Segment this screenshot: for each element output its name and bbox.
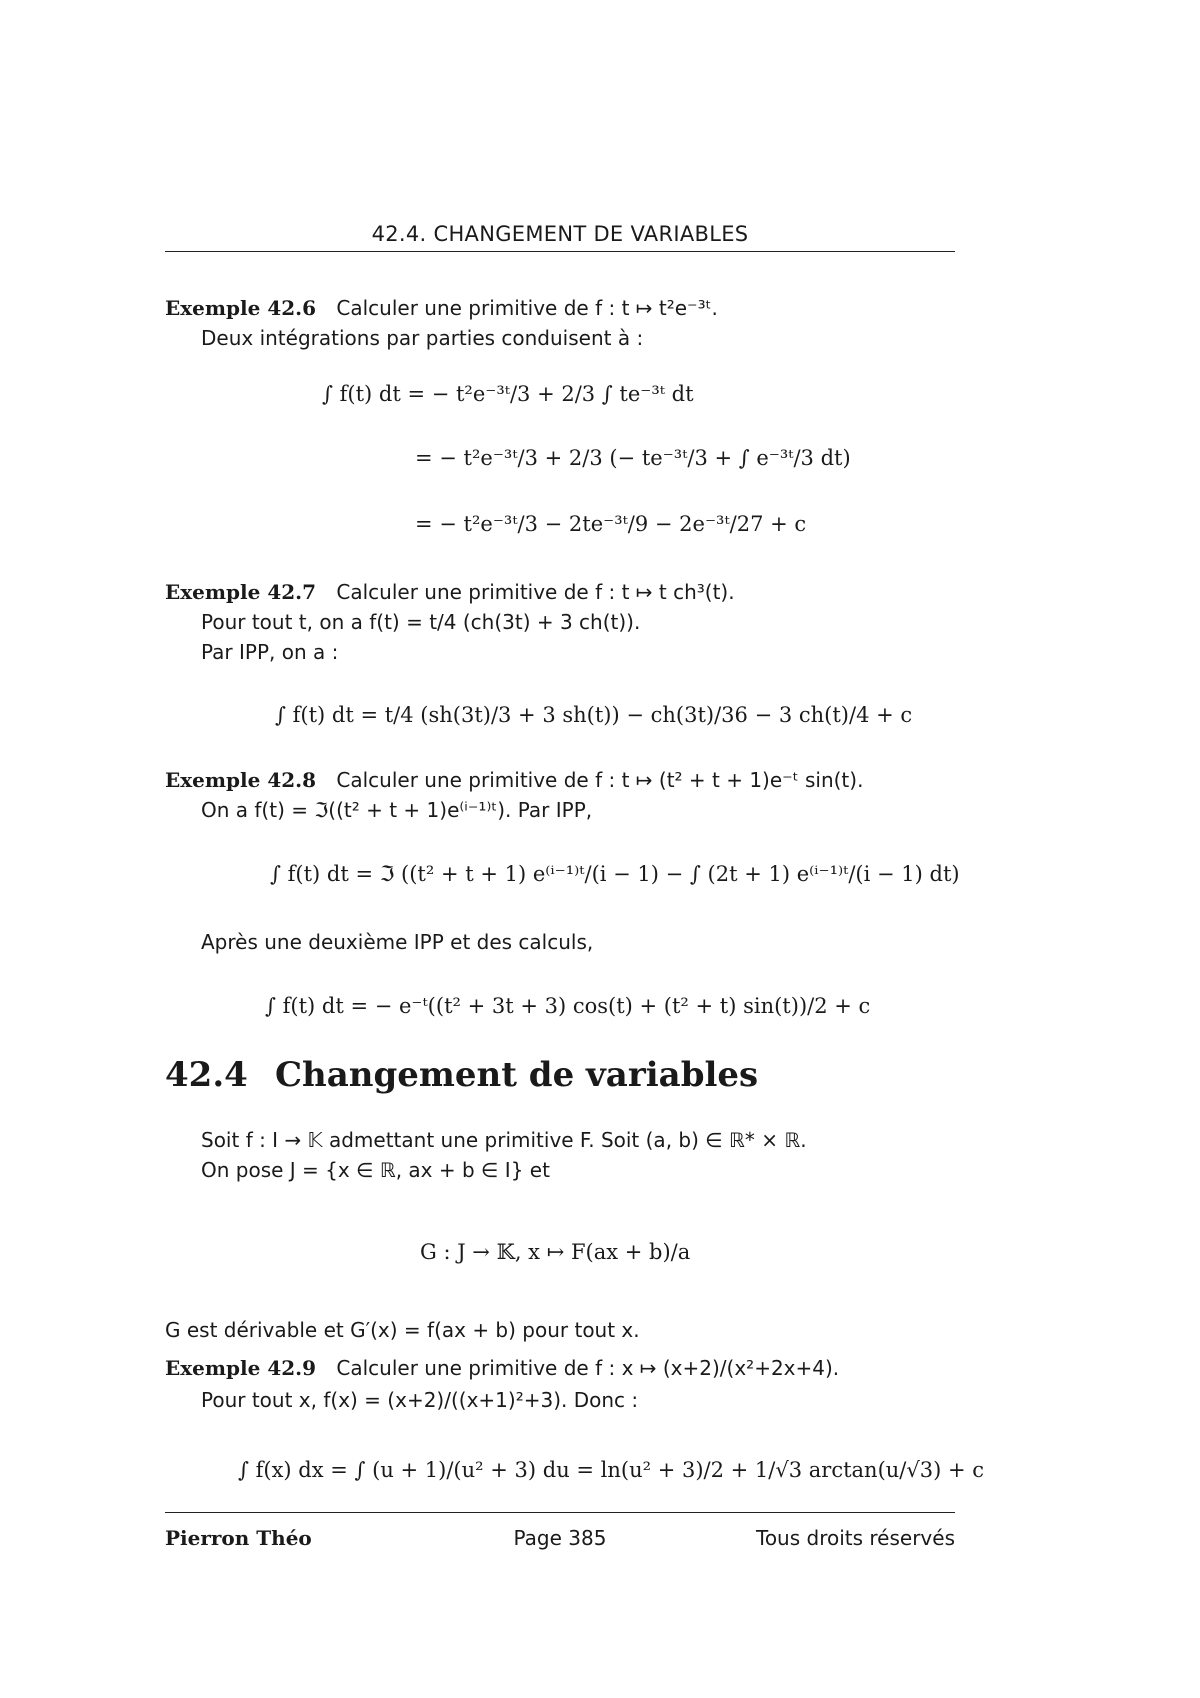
equation-line: ∫ f(t) dt = − e⁻ᵗ((t² + 3t + 3) cos(t) + (t² + t) sin(t))/2 + c xyxy=(265,994,871,1018)
header-rule xyxy=(165,251,955,252)
example-label: Exemple 42.9 xyxy=(165,1356,317,1380)
equation-line: G : J → 𝕂, x ↦ F(ax + b)/a xyxy=(420,1240,691,1264)
example-label: Exemple 42.8 xyxy=(165,768,317,792)
section-title: Changement de variables xyxy=(275,1055,759,1095)
paragraph: Pour tout x, f(x) = (x+2)/((x+1)²+3). Donc : xyxy=(201,1388,639,1412)
footer-author: Pierron Théo xyxy=(165,1526,312,1550)
example-label: Exemple 42.7 xyxy=(165,580,317,604)
section-number: 42.4 xyxy=(165,1055,248,1095)
equation-line: = − t²e⁻³ᵗ/3 + 2/3 (− te⁻³ᵗ/3 + ∫ e⁻³ᵗ/3 dt) xyxy=(415,446,851,470)
footer-rights: Tous droits réservés xyxy=(756,1526,955,1550)
paragraph: Par IPP, on a : xyxy=(201,640,339,664)
paragraph: On pose J = {x ∈ ℝ, ax + b ∈ I} et xyxy=(201,1158,550,1182)
paragraph: Après une deuxième IPP et des calculs, xyxy=(201,930,594,954)
paragraph: Soit f : I → 𝕂 admettant une primitive F. Soit (a, b) ∈ ℝ* × ℝ. xyxy=(201,1128,807,1152)
paragraph: On a f(t) = ℑ((t² + t + 1)e⁽ⁱ⁻¹⁾ᵗ). Par IPP, xyxy=(201,798,593,822)
footer-page-number: Page 385 xyxy=(513,1526,607,1550)
paragraph: Deux intégrations par parties conduisent à : xyxy=(201,326,644,350)
example-42-7 xyxy=(165,580,735,604)
example-42-6 xyxy=(165,296,718,320)
equation-line: ∫ f(t) dt = ℑ ((t² + t + 1) e⁽ⁱ⁻¹⁾ᵗ/(i − 1) − ∫ (2t + 1) e⁽ⁱ⁻¹⁾ᵗ/(i − 1) dt) xyxy=(270,862,960,886)
equation-line: ∫ f(x) dx = ∫ (u + 1)/(u² + 3) du = ln(u² + 3)/2 + 1/√3 arctan(u/√3) + c xyxy=(238,1458,985,1482)
example-statement: Calculer une primitive de f : t ↦ (t² + t + 1)e⁻ᵗ sin(t). xyxy=(336,768,864,792)
paragraph: G est dérivable et G′(x) = f(ax + b) pour tout x. xyxy=(165,1318,640,1342)
footer-rule xyxy=(165,1512,955,1513)
equation-line: = − t²e⁻³ᵗ/3 − 2te⁻³ᵗ/9 − 2e⁻³ᵗ/27 + c xyxy=(415,512,807,536)
example-42-8 xyxy=(165,768,863,792)
example-42-9 xyxy=(165,1356,839,1380)
equation-line: ∫ f(t) dt = t/4 (sh(3t)/3 + 3 sh(t)) − ch(3t)/36 − 3 ch(t)/4 + c xyxy=(275,703,913,727)
equation-line: ∫ f(t) dt = − t²e⁻³ᵗ/3 + 2/3 ∫ te⁻³ᵗ dt xyxy=(322,382,694,406)
section-heading xyxy=(165,1055,758,1095)
example-statement: Calculer une primitive de f : t ↦ t²e⁻³ᵗ. xyxy=(336,296,718,320)
example-statement: Calculer une primitive de f : t ↦ t ch³(t). xyxy=(336,580,735,604)
paragraph: Pour tout t, on a f(t) = t/4 (ch(3t) + 3 ch(t)). xyxy=(201,610,641,634)
example-label: Exemple 42.6 xyxy=(165,296,317,320)
running-header: 42.4. CHANGEMENT DE VARIABLES xyxy=(371,222,749,246)
example-statement: Calculer une primitive de f : x ↦ (x+2)/(x²+2x+4). xyxy=(336,1356,840,1380)
